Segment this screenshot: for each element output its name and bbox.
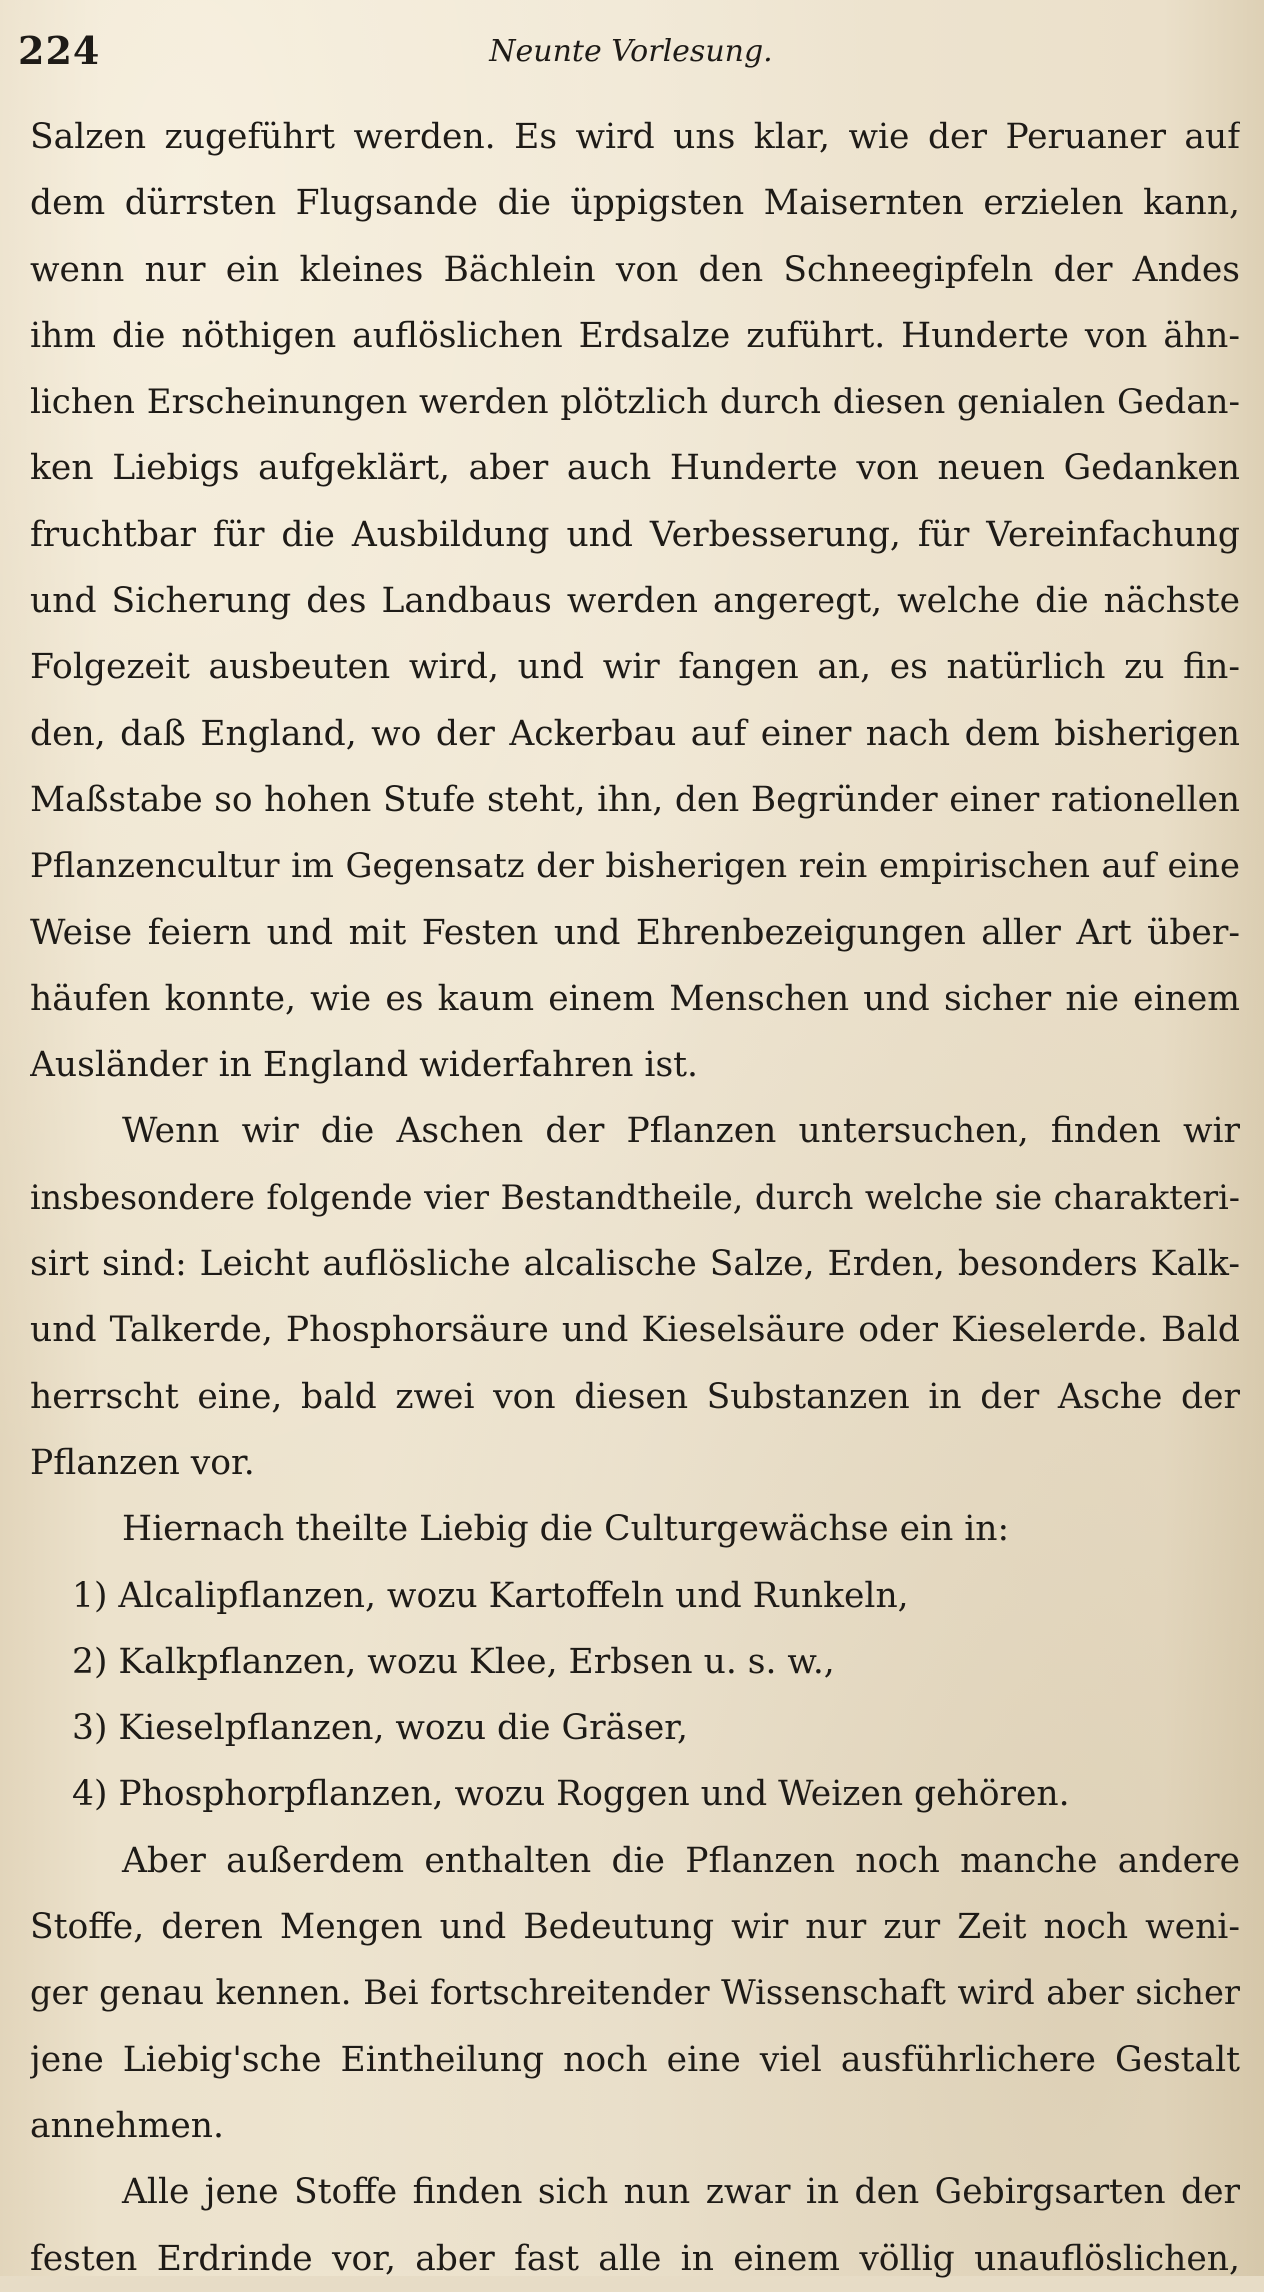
text-line: festen Erdrinde vor, aber fast alle in einem völlig unauflöslichen, (30, 2238, 1240, 2279)
paragraph-end-line: Ausländer in England widerfahren ist. (30, 1045, 698, 1086)
text-line: Stoffe, deren Mengen und Bedeutung wir nur zur Zeit noch weni- (30, 1907, 1240, 1948)
text-line: Salzen zugeführt werden. Es wird uns klar, wie der Peruaner auf (30, 117, 1240, 157)
paragraph-start-line: Alle jene Stoffe finden sich nun zwar in den Gebirgsarten der (122, 2172, 1240, 2213)
text-line: ger genau kennen. Bei fortschreitender Wissenschaft wird aber sicher (30, 1973, 1240, 2013)
page-number: 224 (18, 28, 101, 73)
paragraph-start-line: Wenn wir die Aschen der Pflanzen untersuchen, finden wir (122, 1111, 1240, 1152)
paragraph-start-line: Hiernach theilte Liebig die Culturgewächse ein in: (122, 1509, 1010, 1550)
page-header (18, 28, 1244, 88)
text-line: und Talkerde, Phosphorsäure und Kieselsäure oder Kieselerde. Bald (30, 1310, 1240, 1351)
text-line: jene Liebig'sche Eintheilung noch eine viel ausführlichere Gestalt (30, 2039, 1240, 2080)
list-item: 1) Alcalipflanzen, wozu Kartoffeln und Runkeln, (72, 1575, 909, 1616)
text-line: sirt sind: Leicht auflösliche alcalische Salze, Erden, besonders Kalk- (30, 1244, 1240, 1285)
text-line: den, daß England, wo der Ackerbau auf einer nach dem bisherigen (30, 713, 1240, 754)
list-item: 4) Phosphorpflanzen, wozu Roggen und Weizen gehören. (72, 1774, 1070, 1815)
text-line: Weise feiern und mit Festen und Ehrenbezeigungen aller Art über- (30, 912, 1240, 953)
text-line: ihm die nöthigen auflöslichen Erdsalze zuführt. Hunderte von ähn- (30, 315, 1240, 356)
text-line: herrscht eine, bald zwei von diesen Substanzen in der Asche der (30, 1376, 1240, 1417)
text-line: Folgezeit ausbeuten wird, und wir fangen an, es natürlich zu fin- (30, 647, 1240, 688)
paragraph-end-line: annehmen. (30, 2105, 224, 2146)
list-item: 2) Kalkpflanzen, wozu Klee, Erbsen u. s. w., (72, 1641, 835, 1682)
paragraph-end-line: Pflanzen vor. (30, 1442, 255, 1483)
body-text (30, 104, 1240, 2292)
list-item: 3) Kieselpflanzen, wozu die Gräser, (72, 1708, 688, 1749)
text-line: häufen konnte, wie es kaum einem Menschen und sicher nie einem (30, 978, 1240, 1019)
text-line: insbesondere folgende vier Bestandtheile, durch welche sie charakteri- (30, 1177, 1240, 1217)
text-line: ken Liebigs aufgeklärt, aber auch Hunderte von neuen Gedanken (30, 448, 1240, 489)
text-line: Maßstabe so hohen Stufe steht, ihn, den Begründer einer rationellen (30, 779, 1240, 820)
paragraph-start-line: Aber außerdem enthalten die Pflanzen noch manche andere (122, 1840, 1240, 1881)
text-line: und Sicherung des Landbaus werden angeregt, welche die nächste (30, 581, 1240, 622)
text-line: lichen Erscheinungen werden plötzlich durch diesen genialen Gedan- (30, 382, 1240, 423)
text-line: Pflanzencultur im Gegensatz der bisherigen rein empirischen auf eine (30, 846, 1240, 886)
running-head: Neunte Vorlesung. (489, 34, 773, 69)
text-line: dem dürrsten Flugsande die üppigsten Maisernten erzielen kann, (30, 183, 1240, 224)
text-line: wenn nur ein kleines Bächlein von den Schneegipfeln der Andes (30, 249, 1240, 290)
text-line: fruchtbar für die Ausbildung und Verbesserung, für Vereinfachung (30, 514, 1240, 555)
